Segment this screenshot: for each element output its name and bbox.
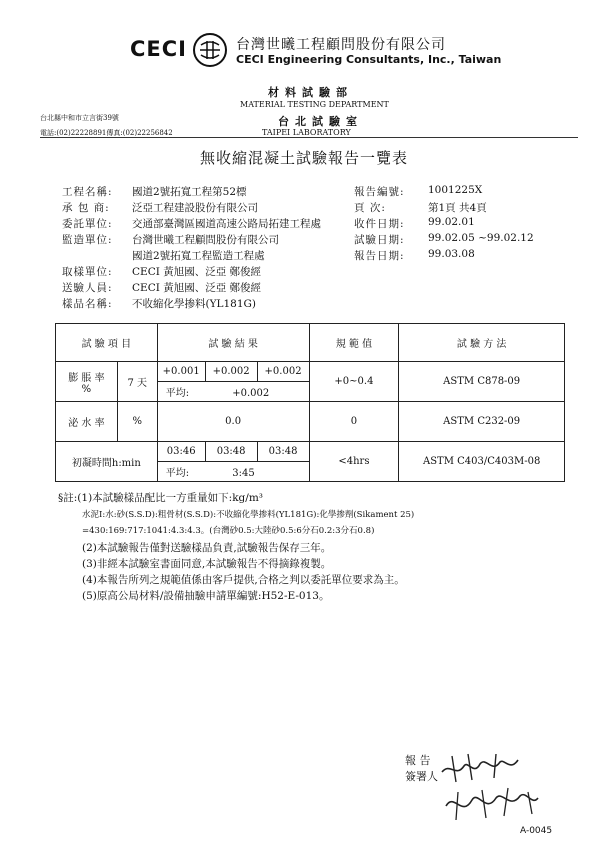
note-1-formula: 水泥Ⅰ:水:砂(S.S.D):粗骨材(S.S.D):不收縮化學掺料(YL181G):化學掺劑(Sikament 25) [82,510,415,520]
report-no-label: 報告編號: [354,186,405,198]
setting-avg-label: 平均: [165,468,190,479]
company-name-zh: 台灣世曦工程顧問股份有限公司 [236,37,446,53]
bleeding-value: 0.0 [157,402,309,442]
sampler-value: CECI 黃旭國、泛亞 鄭俊經 [132,266,262,278]
supervisor-value: 台灣世曦工程顧問股份有限公司 [132,234,279,246]
table-header-row [56,324,565,362]
header-spec: 規 範 值 [309,324,399,362]
bleeding-method: ASTM C232-09 [399,402,565,442]
expansion-value-3: +0.002 [257,362,309,382]
sample-label: 樣品名稱: [62,298,113,310]
sample-value: 不收縮化學掺料(YL181G) [132,298,257,310]
header-test-result: 試 驗 結 果 [157,324,309,362]
note-1: §註:(1)本試驗樣品配比一方重量如下:kg/m³ [58,492,263,504]
setting-value-2: 03:48 [205,442,257,462]
setting-label: 初凝時間h:min [56,442,158,482]
note-3: (3)非經本試驗室書面同意,本試驗報告不得摘錄複製。 [82,558,332,570]
project-label: 工程名稱: [62,186,113,198]
expansion-age: 7 天 [117,362,157,402]
page-value: 第1頁 共4頁 [428,202,487,214]
signatory-label-1: 報 告 [405,754,431,767]
company-name-en: CECI Engineering Consultants, Inc., Taiwan [236,53,502,66]
test-date-value: 99.02.05 ~99.02.12 [428,232,534,244]
note-1-ratio: =430:169:717:1041:4.3:4.3。(台灣砂0.5:大陸砂0.5:6分石0.2:3分石0.8) [82,526,375,536]
page-code: A-0045 [520,826,553,836]
report-date-value: 99.03.08 [428,248,475,260]
supervisor-value-2: 國道2號拓寬工程監造工程處 [132,250,265,262]
contractor-value: 泛亞工程建設股份有限公司 [132,202,258,214]
expansion-avg-value: +0.002 [232,388,270,399]
expansion-unit: % [81,383,92,395]
setting-spec: <4hrs [309,442,399,482]
header-test-item: 試 驗 項 目 [56,324,158,362]
setting-avg-value: 3:45 [232,468,255,479]
department-en: MATERIAL TESTING DEPARTMENT [240,100,389,109]
expansion-method: ASTM C878-09 [399,362,565,402]
expansion-avg-cell [157,382,309,402]
expansion-value-1: +0.001 [157,362,205,382]
company-logo-icon [193,33,227,67]
setting-avg-cell [157,462,309,482]
page-label: 頁 次: [354,202,386,214]
setting-method: ASTM C403/C403M-08 [399,442,565,482]
supervisor-label: 監造單位: [62,234,113,246]
note-2: (2)本試驗報告僅對送驗樣品負責,試驗報告保存三年。 [82,542,332,554]
deliverer-value: CECI 黃旭國、泛亞 鄭俊經 [132,282,262,294]
expansion-avg-label: 平均: [165,388,190,399]
test-date-label: 試驗日期: [354,234,405,246]
bleeding-unit: % [117,402,157,442]
address: 台北縣中和市立言街39號 [40,114,119,122]
setting-value-1: 03:46 [157,442,205,462]
setting-value-3: 03:48 [257,442,309,462]
expansion-value-2: +0.002 [205,362,257,382]
table-row-bleeding [56,402,565,442]
deliverer-label: 送驗人員: [62,282,113,294]
laboratory-en: TAIPEI LABORATORY [262,128,351,137]
received-value: 99.02.01 [428,216,475,228]
expansion-label-cell [56,362,118,402]
handwritten-signature [438,748,548,828]
project-value: 國道2號拓寬工程第52標 [132,186,247,198]
bleeding-label: 泌 水 率 [56,402,118,442]
report-no-value: 1001225X [428,184,483,196]
header-method: 試 驗 方 法 [399,324,565,362]
report-title: 無收縮混凝土試驗報告一覽表 [200,149,409,167]
bleeding-spec: 0 [309,402,399,442]
table-row-expansion [56,362,565,382]
expansion-label: 膨 脹 率 [68,372,105,384]
table-row-setting [56,442,565,462]
header-divider [40,137,578,138]
sampler-label: 取樣單位: [62,266,113,278]
client-label: 委託單位: [62,218,113,230]
signatory-label-2: 簽署人 [405,770,438,783]
report-date-label: 報告日期: [354,250,405,262]
company-logo-text: CECI [130,37,187,61]
contractor-label: 承 包 商: [62,202,110,214]
phone-fax: 電話:(02)22228891傳真:(02)22256842 [40,129,173,137]
note-5: (5)原高公局材料/設備抽驗申請單編號:H52-E-013。 [82,590,330,602]
laboratory-zh: 台北試驗室 [278,115,363,128]
note-4: (4)本報告所列之規範值係由客戶提供,合格之判以委託單位要求為主。 [82,574,405,586]
results-table [55,323,565,482]
received-label: 收件日期: [354,218,405,230]
department-zh: 材料試驗部 [268,86,353,99]
client-value: 交通部臺灣區國道高速公路局拓建工程處 [132,218,321,230]
expansion-spec: +0~0.4 [309,362,399,402]
